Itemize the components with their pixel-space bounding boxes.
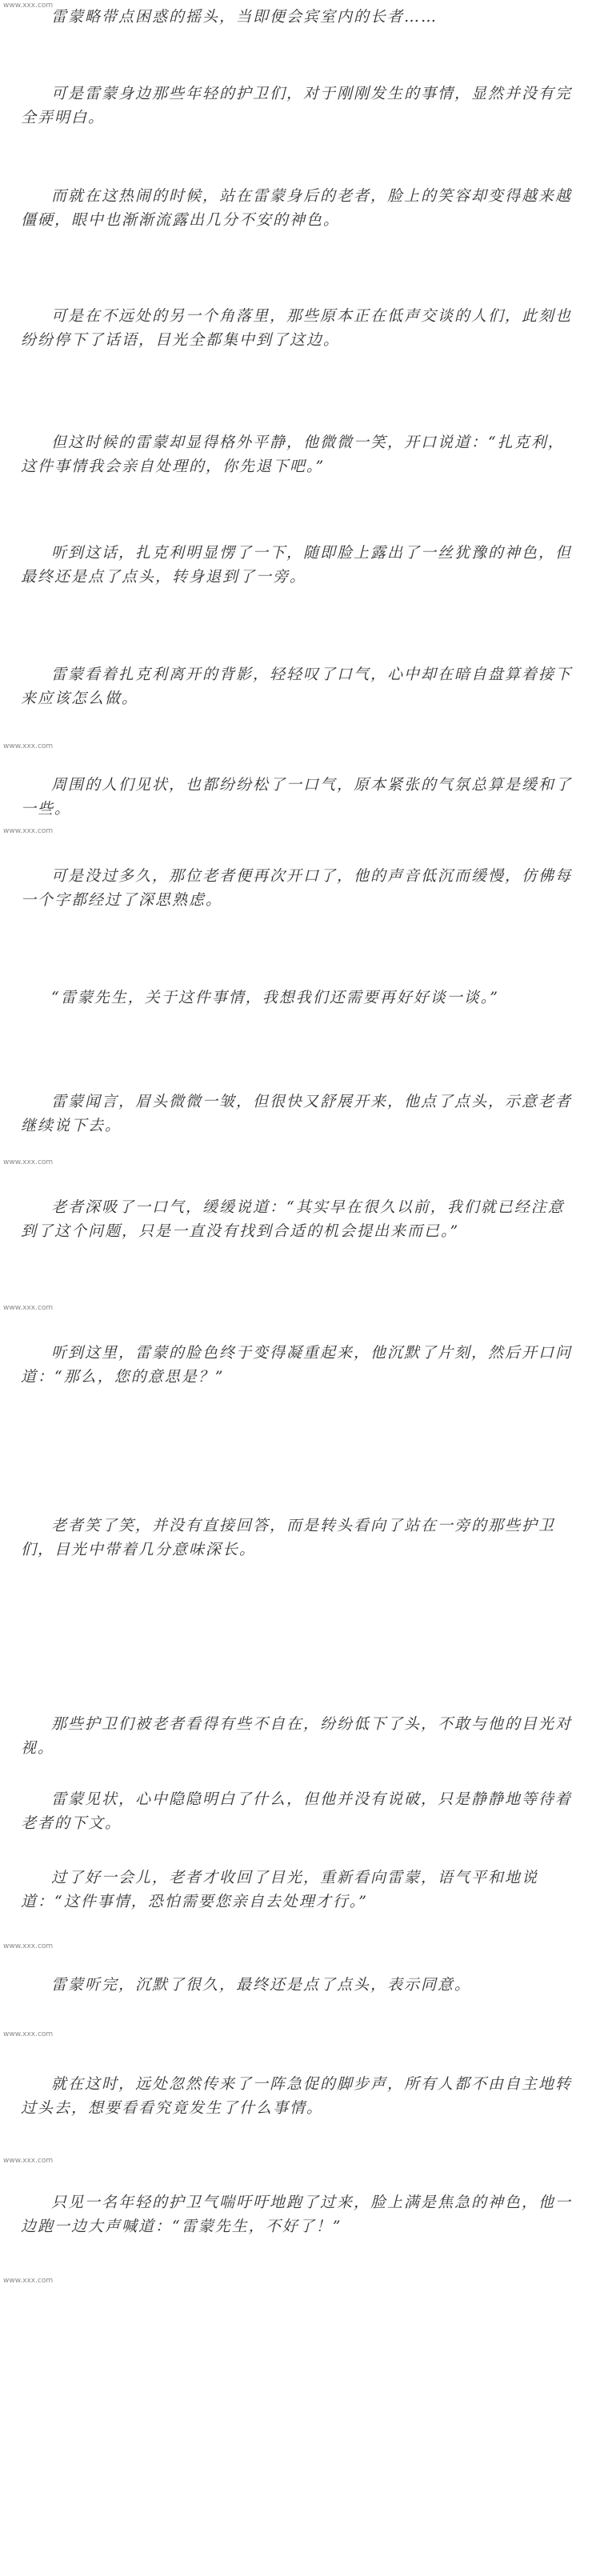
watermark: www.xxx.com [3, 742, 54, 750]
watermark: www.xxx.com [3, 1304, 54, 1312]
paragraph-5: 但这时候的雷蒙却显得格外平静，他微微一笑，开口说道：“扎克利，这件事情我会亲自处理的，你先退下吧。” [21, 434, 565, 475]
paragraph-8: 周围的人们见状，也都纷纷松了一口气，原本紧张的气氛总算是缓和了一些。 [21, 776, 573, 818]
paragraph-15: 那些护卫们被老者看得有些不自在，纷纷低下了头，不敢与他的目光对视。 [21, 1715, 573, 1757]
paragraph-1: 雷蒙略带点困惑的摇头，当即便会宾室内的长者…… [51, 8, 438, 26]
paragraph-2: 可是雷蒙身边那些年轻的护卫们，对于刚刚发生的事情，显然并没有完全弄明白。 [21, 85, 573, 126]
paragraph-14: 老者笑了笑，并没有直接回答，而是转头看向了站在一旁的那些护卫们，目光中带着几分意味深长。 [21, 1517, 556, 1558]
paragraph-7: 雷蒙看着扎克利离开的背影，轻轻叹了口气，心中却在暗自盘算着接下来应该怎么做。 [21, 666, 573, 707]
paragraph-20: 只见一名年轻的护卫气喘吁吁地跑了过来，脸上满是焦急的神色，他一边跑一边大声喊道：“雷蒙先生，不好了！” [21, 2194, 573, 2235]
paragraph-19: 就在这时，远处忽然传来了一阵急促的脚步声，所有人都不由自主地转过头去，想要看看究竟发生了什么事情。 [21, 2075, 573, 2117]
watermark: www.xxx.com [3, 2157, 54, 2165]
watermark: www.xxx.com [3, 827, 54, 835]
paragraph-9: 可是没过多久，那位老者便再次开口了，他的声音低沉而缓慢，仿佛每一个字都经过了深思熟虑。 [21, 867, 573, 909]
watermark: www.xxx.com [3, 2, 54, 10]
paragraph-17: 过了好一会儿，老者才收回了目光，重新看向雷蒙，语气平和地说道：“这件事情，恐怕需要您亲自去处理才行。” [21, 1869, 539, 1910]
paragraph-18: 雷蒙听完，沉默了很久，最终还是点了点头，表示同意。 [51, 1976, 472, 1994]
paragraph-13: 听到这里，雷蒙的脸色终于变得凝重起来，他沉默了片刻，然后开口问道：“那么，您的意思是？” [21, 1344, 573, 1386]
paragraph-10: “雷蒙先生，关于这件事情，我想我们还需要再好好谈一谈。” [51, 989, 499, 1006]
watermark: www.xxx.com [3, 1158, 54, 1166]
watermark: www.xxx.com [3, 2277, 54, 2285]
paragraph-4: 可是在不远处的另一个角落里，那些原本正在低声交谈的人们，此刻也纷纷停下了话语，目光全都集中到了这边。 [21, 307, 573, 349]
paragraph-11: 雷蒙闻言，眉头微微一皱，但很快又舒展开来，他点了点头，示意老者继续说下去。 [21, 1093, 573, 1134]
paragraph-16: 雷蒙见状，心中隐隐明白了什么，但他并没有说破，只是静静地等待着老者的下文。 [21, 1790, 573, 1832]
watermark: www.xxx.com [3, 2030, 54, 2038]
paragraph-3: 而就在这热闹的时候，站在雷蒙身后的老者，脸上的笑容却变得越来越僵硬，眼中也渐渐流露出几分不安的神色。 [21, 187, 573, 229]
paragraph-12: 老者深吸了一口气，缓缓说道：“其实早在很久以前，我们就已经注意到了这个问题，只是一直没有找到合适的机会提出来而已。” [21, 1198, 565, 1240]
watermark: www.xxx.com [3, 1942, 54, 1950]
paragraph-6: 听到这话，扎克利明显愣了一下，随即脸上露出了一丝犹豫的神色，但最终还是点了点头，转身退到了一旁。 [21, 544, 573, 586]
